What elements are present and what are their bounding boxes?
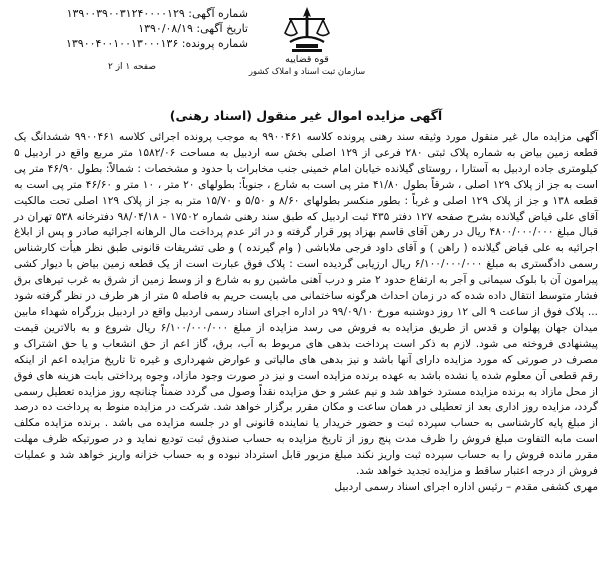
org-subtitle: سازمان ثبت اسناد و املاک کشور bbox=[248, 67, 366, 77]
judiciary-logo-icon bbox=[280, 4, 334, 54]
notice-title: آگهی مزایده اموال غیر منقول (اسناد رهنی) bbox=[169, 108, 443, 123]
notice-body bbox=[14, 130, 598, 496]
notice-meta bbox=[18, 6, 248, 51]
file-number: شماره پرونده: ۱۳۹۰۰۴۰۰۱۰۰۱۳۰۰۰۱۳۶ bbox=[65, 37, 248, 50]
ad-date: تاریخ آگهی: ۱۳۹۰/۰۸/۱۹ bbox=[138, 22, 248, 35]
page-number: صفحه ۱ از ۲ bbox=[108, 62, 156, 72]
org-name: قوه قضاییه bbox=[285, 54, 329, 65]
ad-number: شماره آگهی: ۱۳۹۰۰۳۹۰۰۳۱۲۴۰۰۰۰۱۲۹ bbox=[66, 7, 248, 20]
notice-paragraph: آگهی مزایده مال غیر منقول مورد وثیقه سند رهنی پرونده کلاسه ۹۹۰۰۴۶۱ به موجب پرونده اجرائی کلاسه ۹۹۰۰۴۶۱ ششدانگ یک قطعه زمین بیاض به شماره پلاک ثبتی ۲۸۰ فرعی از ۱۲۹ اصلی بخش سه اردبیل به مساحت ۱۵۸۲/۰۶ متر مربع واقع در اردبیل ۵ کیلومتری جاده اردبیل به آستارا ، روستای گیلانده خیابان امام خمینی جنب مخابرات با حدود و مشخصات : شمالاً: بطول ۴۶/۹۰ متر پی است به جز از پلاک ۱۲۹ اصلی ، شرقاً بطول ۴۱/۸۰ متر پی است به شارع ، جنوباً: بطولهای ۲۰ متر ، ۱۰ متر و ۴۶/۶۰ متر پی است به قطعه ۱۳۸ و جز از پلاک ۱۲۹ اصلی و غرباً : بطور منکسر بطولهای ۸/۶۰ و ۵/۵۰ و ۱۵/۷۰ متر به جز از پلاک ۱۲۹ اصلی تحت مالکیت آقای علی قیاض گیلانده بشرح صفحه ۱۲۷ دفتر ۴۳۵ ثبت اردبیل که طبق سند رهنی شماره ۱۷۵۰۲ - ۹۸/۰۴/۱۸ دفترخانه ۵۳۸ تهران در قبال مبلغ ۴۸۰۰/۰۰۰/۰۰۰ ریال در رهن آقای قاسم بهزاد پور قرار گرفته و در اثر عدم پرداخت مال الرهانه اجرائیه صادر و پس از ابلاغ اجرائیه به علی قیاض گیلانده ( راهن ) و آقای داود فرجی ملاباشی ( وام گیرنده ) و طی تشریفات قانونی طبق نظر هیأت کارشناس رسمی دادگستری به مبلغ ۶/۱۰۰/۰۰۰/۰۰۰ ریال ارزیابی گردیده است : پلاک فوق عبارت است از یک قطعه زمین بیاض با دیوار کشی پیرامون آن با بلوک سیمانی و آجر به ارتفاع حدود ۲ متر و درب آهنی ماشین رو به شارع و از وسط زمین از شرق به غرب تیرهای برق فشار متوسط انتقال داده شده که در زمان احداث هرگونه ساختمانی می بایست حریم به فاصله ۵ متر از هر طرف در نظر گرفته شود ... پلاک فوق از ساعت ۹ الی ۱۲ روز دوشنبه مورخ ۹۹/۰۹/۱۰ در اداره اجرای اسناد رسمی اردبیل واقع در اردبیل بزرگراه شهداء مابین میدان جهان پهلوان و قدس از طریق مزایده به فروش می رسد مزایده از مبلغ ۶/۱۰۰/۰۰۰/۰۰۰ ریال شروع و به بالاترین قیمت پیشنهادی فروخته می شود. لازم به ذکر است پرداخت بدهی های مربوط به آب، برق، گاز اعم از حق انشعاب و یا حق اشتراک و مصرف در صورتی که مورد مزایده دارای آنها باشد و نیز بدهی های مالیاتی و عوارض شهرداری و غیره تا تاریخ مزایده اعم از اینکه رقم قطعی آن معلوم شده یا نشده باشد به عهده برنده مزایده است و نیز در صورت وجود مازاد، وجوه پرداختی بابت هزینه های فوق از محل مازاد به برنده مزایده مسترد خواهد شد و نیم عشر و حق مزایده نقداً وصول می گردد ضمناً چنانچه روز مزایده تعطیل رسمی گردد، مزایده روز اداری بعد از تعطیلی در همان ساعت و مکان مقرر برگزار خواهد شد. شرکت در مزایده منوط به پرداخت ده درصد از مبلغ پایه کارشناسی به حساب سپرده ثبت و حضور خریدار یا نماینده قانونی او در جلسه مزایده می باشد . برنده مزایده مکلف است مابه التفاوت مبلغ فروش را ظرف مدت پنج روز از تاریخ مزایده به حساب صندوق ثبت تودیع نماید و در صورتیکه ظرف مهلت مقرر مانده فروش را به حساب سپرده ثبت واریز نکند مبلغ مزبور قابل استرداد نبوده و به حساب خزانه واریز خواهد شد و عملیات فروش از درجه اعتبار ساقط و مزایده تجدید خواهد شد. bbox=[14, 131, 599, 478]
judiciary-emblem bbox=[232, 4, 382, 90]
notice-signature: مهری کشفی مقدم – رئیس اداره اجرای اسناد رسمی اردبیل bbox=[334, 480, 598, 493]
